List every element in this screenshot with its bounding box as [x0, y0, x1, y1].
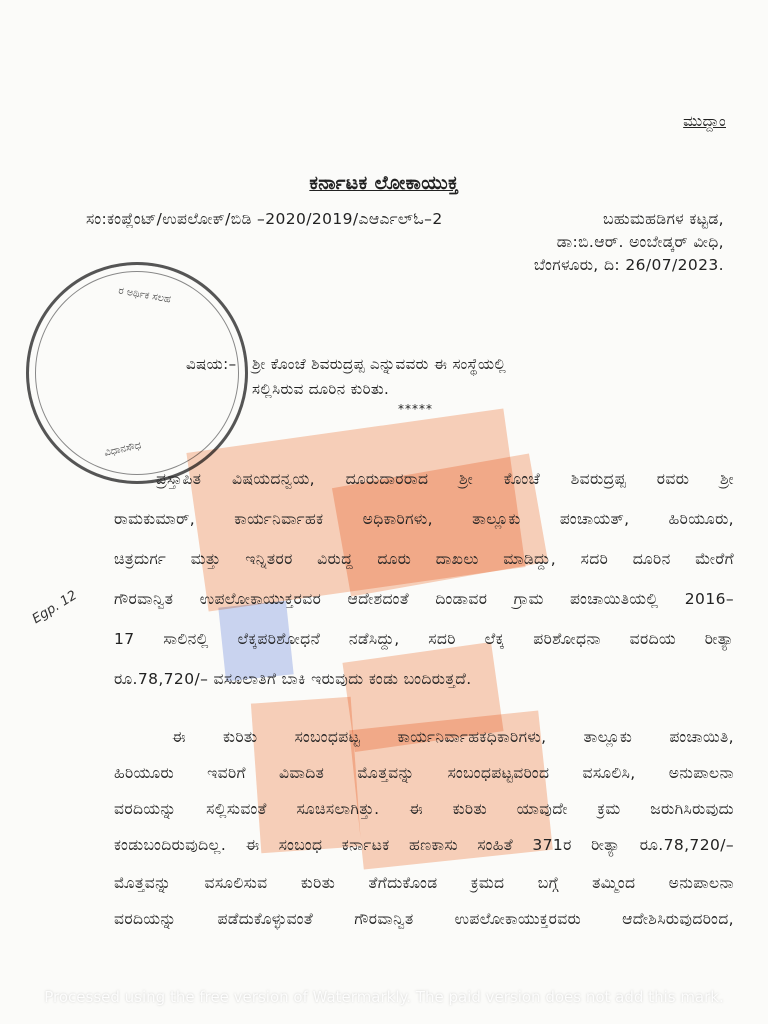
subject-line: ಸಲ್ಲಿಸಿರುವ ದೂರಿನ ಕುರಿತು.: [252, 380, 390, 398]
address-line: ಬಹುಮಹಡಿಗಳ ಕಟ್ಟಡ,: [603, 210, 724, 228]
address-date-line: ಬೆಂಗಳೂರು, ದಿ: 26/07/2023.: [533, 256, 724, 274]
watermark-text: Processed using the free version of Watermarkly. The paid version does not add this mark.: [44, 988, 724, 1006]
paragraph-line: ಪ್ರಸ್ತಾಪಿತ ವಿಷಯದನ್ವಯ, ದೂರುದಾರರಾದ ಶ್ರೀ ಕೊಂಚೆ ಶಿವರುದ್ರಪ್ಪ ರವರು ಶ್ರೀ: [156, 470, 734, 488]
address-line: ಡಾ:ಬಿ.ಆರ್. ಅಂಬೇಡ್ಕರ್ ವೀಧಿ,: [556, 233, 724, 251]
paragraph-line: ವರದಿಯನ್ನು ಪಡೆದುಕೊಳ್ಳುವಂತೆ ಗೌರವಾನ್ವಿತ ಉಪಲೋಕಾಯುಕ್ತರವರು ಆದೇಶಿಸಿರುವುದರಿಂದ,: [114, 910, 734, 928]
paragraph-line: ಮೊತ್ತವನ್ನು ವಸೂಲಿಸುವ ಕುರಿತು ತೆಗೆದುಕೊಂಡ ಕ್ರಮದ ಬಗ್ಗೆ ತಮ್ಮಿಂದ ಅನುಪಾಲನಾ: [114, 874, 734, 892]
paragraph-line: ವರದಿಯನ್ನು ಸಲ್ಲಿಸುವಂತೆ ಸೂಚಿಸಲಾಗಿತ್ತು. ಈ ಕುರಿತು ಯಾವುದೇ ಕ್ರಮ ಜರುಗಿಸಿರುವುದು: [114, 800, 734, 818]
margin-handwritten-note: Egp. 12: [29, 588, 80, 627]
stamp-label: ಮುದ್ದಾಂ: [683, 112, 726, 130]
reference-number: ಸಂ:ಕಂಪ್ಲೆಂಟ್/ಉಪಲೋಕ್/ಬಿಡಿ –2020/2019/ಎಆರ್ಎಲ್‌ಓ–2: [86, 210, 443, 228]
subject-line: ಶ್ರೀ ಕೊಂಚೆ ಶಿವರುದ್ರಪ್ಪ ಎನ್ನುವವರು ಈ ಸಂಸ್ಥೆಯಲ್ಲಿ: [252, 355, 507, 373]
paragraph-line: ಈ ಕುರಿತು ಸಂಬಂಧಪಟ್ಟ ಕಾರ್ಯನಿರ್ವಾಹಕಧಿಕಾರಿಗಳು, ತಾಲ್ಲೂಕು ಪಂಚಾಯಿತಿ,: [172, 728, 734, 746]
paragraph-line: 17 ಸಾಲಿನಲ್ಲಿ ಲೆಕ್ಕಪರಿಶೋಧನೆ ನಡೆಸಿದ್ದು, ಸದರಿ ಲೆಕ್ಕ ಪರಿಶೋಧನಾ ವರದಿಯ ರೀತ್ಯಾ: [114, 630, 734, 648]
paragraph-line: ಕಂಡುಬಂದಿರುವುದಿಲ್ಲ. ಈ ಸಂಬಂಧ ಕರ್ನಾಟಕ ಹಣಕಾಸು ಸಂಹಿತೆ 371ರ ರೀತ್ಯಾ ರೂ.78,720/–: [114, 836, 734, 854]
paragraph-line: ರಾಮಕುಮಾರ್, ಕಾರ್ಯನಿರ್ವಾಹಕ ಅಧಿಕಾರಿಗಳು, ತಾಲ್ಲೂಕು ಪಂಚಾಯತ್, ಹಿರಿಯೂರು,: [114, 510, 734, 528]
seal-top-text: ರ ಅರ್ಥಿಕ ಸಲಹ: [117, 285, 172, 306]
document-title: ಕರ್ನಾಟಕ ಲೋಕಾಯುಕ್ತ: [309, 172, 459, 194]
separator-stars: *****: [398, 402, 433, 416]
subject-label: ವಿಷಯ:–: [186, 355, 237, 373]
paragraph-line: ಗೌರವಾನ್ವಿತ ಉಪಲೋಕಾಯುಕ್ತರವರ ಆದೇಶದಂತೆ ದಿಂಡಾವರ ಗ್ರಾಮ ಪಂಚಾಯಿತಿಯಲ್ಲಿ 2016–: [114, 590, 734, 608]
paragraph-line: ಚಿತ್ರದುರ್ಗ ಮತ್ತು ಇನ್ನಿತರರ ವಿರುದ್ದ ದೂರು ದಾಖಲು ಮಾಡಿದ್ದು, ಸದರಿ ದೂರಿನ ಮೇರೆಗೆ: [114, 550, 734, 568]
seal-bottom-text: ವಿಧಾನಸೌಧ: [103, 440, 143, 459]
paragraph-line: ಹಿರಿಯೂರು ಇವರಿಗೆ ವಿವಾದಿತ ಮೊತ್ತವನ್ನು ಸಂಬಂಧಪಟ್ಟವರಿಂದ ವಸೂಲಿಸಿ, ಅನುಪಾಲನಾ: [114, 764, 734, 782]
paragraph-line: ರೂ.78,720/– ವಸೂಲಾತಿಗೆ ಬಾಕಿ ಇರುವುದು ಕಂಡು ಬಂದಿರುತ್ತದೆ.: [114, 670, 472, 688]
